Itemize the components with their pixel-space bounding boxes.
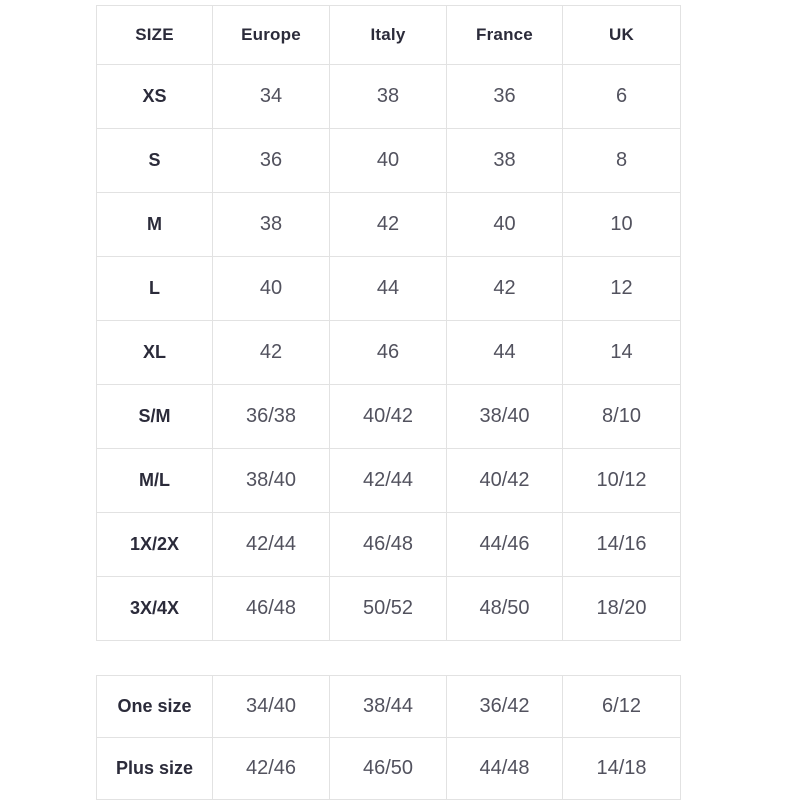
row-label: XS — [97, 65, 213, 129]
header-row — [97, 6, 681, 65]
cell-europe: 34/40 — [213, 676, 330, 738]
table-row-m — [97, 193, 681, 257]
cell-france: 44/46 — [447, 513, 563, 577]
table-row-1x-2x — [97, 513, 681, 577]
cell-italy: 38 — [330, 65, 447, 129]
row-label: S — [97, 129, 213, 193]
row-label: M — [97, 193, 213, 257]
cell-uk: 12 — [563, 257, 681, 321]
cell-europe: 42/46 — [213, 738, 330, 800]
cell-france: 40 — [447, 193, 563, 257]
cell-france: 48/50 — [447, 577, 563, 641]
cell-europe: 36/38 — [213, 385, 330, 449]
cell-france: 40/42 — [447, 449, 563, 513]
cell-italy: 46 — [330, 321, 447, 385]
size-conversion-table — [96, 5, 681, 641]
cell-italy: 42 — [330, 193, 447, 257]
cell-france: 36/42 — [447, 676, 563, 738]
cell-italy: 40/42 — [330, 385, 447, 449]
cell-uk: 8/10 — [563, 385, 681, 449]
table-row-xl — [97, 321, 681, 385]
column-header-uk: UK — [563, 6, 681, 65]
cell-uk: 10/12 — [563, 449, 681, 513]
cell-europe: 38 — [213, 193, 330, 257]
cell-france: 36 — [447, 65, 563, 129]
cell-italy: 44 — [330, 257, 447, 321]
table-row-m-l — [97, 449, 681, 513]
cell-uk: 10 — [563, 193, 681, 257]
cell-europe: 46/48 — [213, 577, 330, 641]
row-label: 3X/4X — [97, 577, 213, 641]
cell-uk: 14/16 — [563, 513, 681, 577]
cell-italy: 46/48 — [330, 513, 447, 577]
row-label: L — [97, 257, 213, 321]
column-header-italy: Italy — [330, 6, 447, 65]
column-header-size: SIZE — [97, 6, 213, 65]
column-header-france: France — [447, 6, 563, 65]
cell-france: 42 — [447, 257, 563, 321]
cell-uk: 8 — [563, 129, 681, 193]
row-label: XL — [97, 321, 213, 385]
cell-europe: 36 — [213, 129, 330, 193]
cell-uk: 6/12 — [563, 676, 681, 738]
cell-france: 38/40 — [447, 385, 563, 449]
row-label: M/L — [97, 449, 213, 513]
row-label: 1X/2X — [97, 513, 213, 577]
cell-uk: 14 — [563, 321, 681, 385]
table-row-xs — [97, 65, 681, 129]
cell-italy: 38/44 — [330, 676, 447, 738]
cell-italy: 40 — [330, 129, 447, 193]
row-label: S/M — [97, 385, 213, 449]
cell-uk: 6 — [563, 65, 681, 129]
row-label: One size — [97, 676, 213, 738]
cell-uk: 14/18 — [563, 738, 681, 800]
table-row-one-size — [97, 676, 681, 738]
cell-uk: 18/20 — [563, 577, 681, 641]
cell-italy: 42/44 — [330, 449, 447, 513]
table-row-s — [97, 129, 681, 193]
cell-italy: 50/52 — [330, 577, 447, 641]
size-conversion-area — [96, 5, 680, 800]
cell-europe: 42 — [213, 321, 330, 385]
table-row-s-m — [97, 385, 681, 449]
cell-europe: 40 — [213, 257, 330, 321]
cell-france: 44/48 — [447, 738, 563, 800]
cell-italy: 46/50 — [330, 738, 447, 800]
column-header-europe: Europe — [213, 6, 330, 65]
table-row-3x-4x — [97, 577, 681, 641]
cell-france: 38 — [447, 129, 563, 193]
cell-europe: 34 — [213, 65, 330, 129]
cell-france: 44 — [447, 321, 563, 385]
special-sizes-table — [96, 675, 681, 800]
table-row-l — [97, 257, 681, 321]
row-label: Plus size — [97, 738, 213, 800]
table-row-plus-size — [97, 738, 681, 800]
cell-europe: 38/40 — [213, 449, 330, 513]
cell-europe: 42/44 — [213, 513, 330, 577]
